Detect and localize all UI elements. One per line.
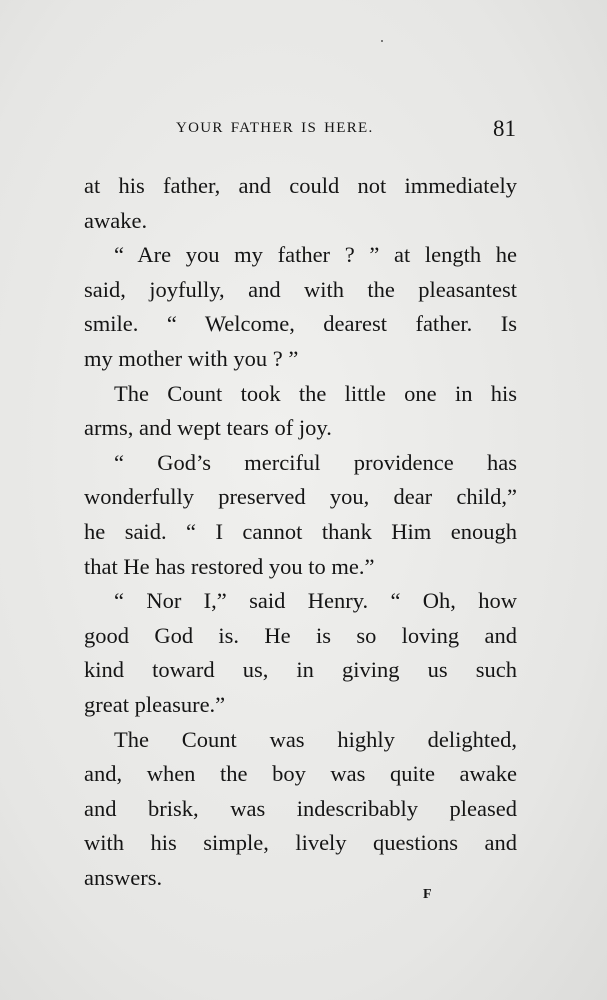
text-line: answers. — [84, 864, 163, 890]
signature-mark: F — [423, 887, 432, 902]
text-line: he said. “ I cannot thank Him enough — [84, 518, 517, 544]
text-line: said, joyfully, and with the pleasantest — [84, 276, 517, 302]
running-title: YOUR FATHER IS HERE. — [176, 120, 374, 136]
text-line: The Count took the little one in his — [114, 380, 517, 406]
text-line: wonderfully preserved you, dear child,” — [84, 484, 517, 510]
text-line: my mother with you ? ” — [84, 345, 299, 371]
print-speck — [381, 40, 383, 42]
body-text — [84, 169, 517, 895]
text-line: at his father, and could not immediately — [84, 173, 517, 198]
text-line: “ Nor I,” said Henry. “ Oh, how — [114, 588, 517, 614]
text-line: and, when the boy was quite awake — [84, 761, 517, 787]
text-line: great pleasure.” — [84, 691, 226, 717]
text-line: “ Are you my father ? ” at length he — [114, 242, 517, 268]
page-number: 81 — [493, 116, 516, 141]
text-line: good God is. He is so loving and — [84, 622, 517, 648]
text-line: that He has restored you to me.” — [84, 553, 375, 579]
text-line: “ God’s merciful providence has — [114, 449, 517, 475]
text-line: with his simple, lively questions and — [84, 830, 517, 856]
text-line: awake. — [84, 207, 148, 233]
text-line: smile. “ Welcome, dearest father. Is — [84, 311, 517, 337]
text-line: The Count was highly delighted, — [114, 726, 517, 752]
text-line: kind toward us, in giving us such — [84, 657, 517, 683]
running-head — [176, 116, 516, 140]
text-line: and brisk, was indescribably pleased — [84, 795, 517, 821]
text-line: arms, and wept tears of joy. — [84, 415, 332, 441]
